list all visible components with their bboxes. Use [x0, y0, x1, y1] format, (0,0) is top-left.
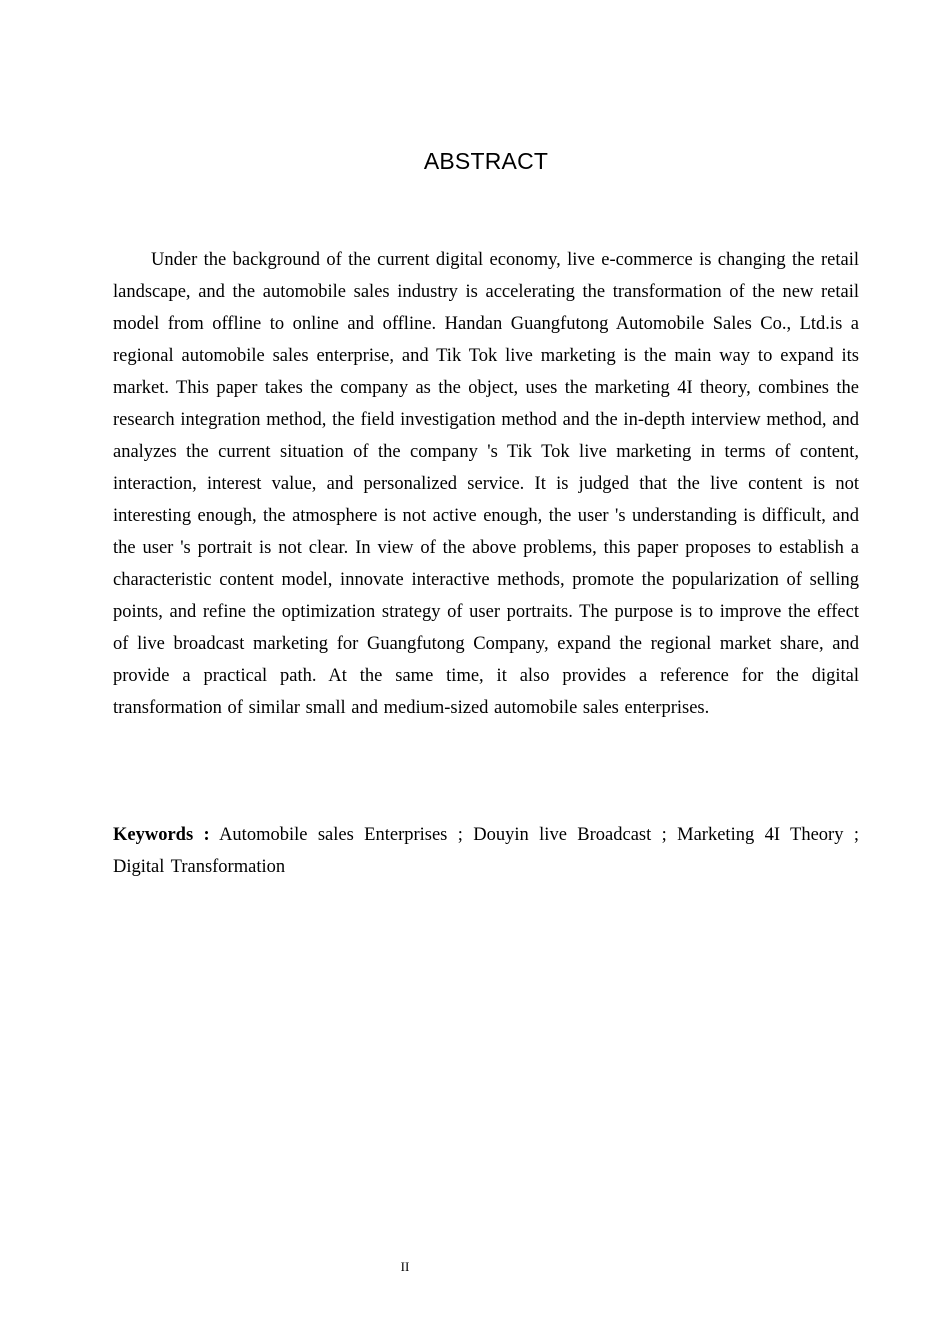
keywords-label: Keywords : — [113, 825, 210, 845]
keywords-paragraph — [113, 819, 859, 883]
page-number: II — [400, 1259, 410, 1274]
page-title: ABSTRACT — [423, 148, 549, 174]
abstract-paragraph: Under the background of the current digital economy, live e-commerce is changing the retail landscape, and the automobile sales industry is accelerating the transformation of the new retail model from offline to online and offline. Handan Guangfutong Automobile Sales Co., Ltd.is a regional automobile sales enterprise, and Tik Tok live marketing is the main way to expand its market. This paper takes the company as the object, uses the marketing 4I theory, combines the research integration method, the field investigation method and the in-depth interview method, and analyzes the current situation of the company 's Tik Tok live marketing in terms of content, interaction, interest value, and personalized service. It is judged that the live content is not interesting enough, the atmosphere is not active enough, the user 's understanding is difficult, and the user 's portrait is not clear. In view of the above problems, this paper proposes to establish a characteristic content model, innovate interactive methods, promote the popularization of selling points, and refine the optimization strategy of user portraits. The purpose is to improve the effect of live broadcast marketing for Guangfutong Company, expand the regional market share, and provide a practical path. At the same time, it also provides a reference for the digital transformation of similar small and medium-sized automobile sales enterprises. — [113, 250, 859, 718]
keywords-text: Automobile sales Enterprises ; Douyin live Broadcast ; Marketing 4I Theory ; Digital Transformation — [113, 825, 859, 877]
